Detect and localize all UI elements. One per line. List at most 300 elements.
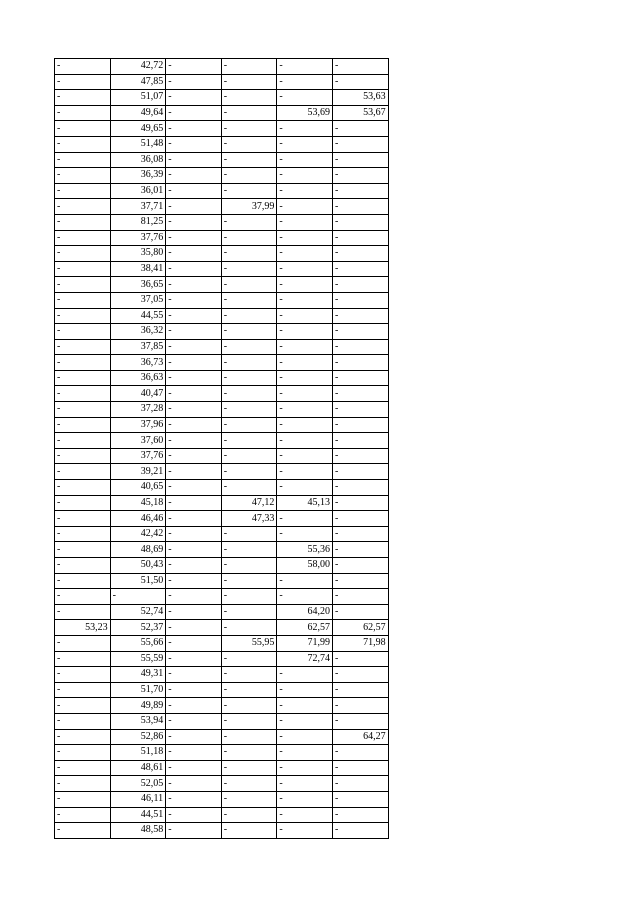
table-cell: - bbox=[166, 386, 222, 402]
table-cell: - bbox=[221, 402, 277, 418]
table-cell: - bbox=[221, 667, 277, 683]
table-cell: 37,99 bbox=[221, 199, 277, 215]
table-cell: - bbox=[332, 308, 388, 324]
table-cell: 52,74 bbox=[110, 604, 166, 620]
table-cell: 46,11 bbox=[110, 791, 166, 807]
table-cell: - bbox=[277, 168, 333, 184]
table-cell: 44,51 bbox=[110, 807, 166, 823]
table-cell: 38,41 bbox=[110, 261, 166, 277]
table-cell: - bbox=[332, 230, 388, 246]
table-cell: 72,74 bbox=[277, 651, 333, 667]
table-cell: 45,18 bbox=[110, 495, 166, 511]
table-cell: - bbox=[55, 324, 111, 340]
table-cell: - bbox=[221, 776, 277, 792]
table-cell: 52,05 bbox=[110, 776, 166, 792]
table-cell: 53,94 bbox=[110, 713, 166, 729]
table-cell: 37,71 bbox=[110, 199, 166, 215]
data-table bbox=[54, 58, 389, 839]
table-cell: - bbox=[221, 214, 277, 230]
table-cell: - bbox=[332, 59, 388, 75]
table-cell: - bbox=[277, 230, 333, 246]
table-cell: - bbox=[221, 324, 277, 340]
table-cell: - bbox=[332, 152, 388, 168]
table-cell: 53,63 bbox=[332, 90, 388, 106]
table-row bbox=[55, 573, 389, 589]
table-cell: - bbox=[166, 230, 222, 246]
table-cell: - bbox=[166, 417, 222, 433]
table-cell: - bbox=[332, 386, 388, 402]
table-cell: - bbox=[277, 713, 333, 729]
table-row bbox=[55, 246, 389, 262]
table-cell: - bbox=[332, 402, 388, 418]
table-cell: - bbox=[55, 199, 111, 215]
table-cell: - bbox=[277, 355, 333, 371]
table-cell: - bbox=[221, 760, 277, 776]
table-cell: - bbox=[166, 339, 222, 355]
table-cell: 64,20 bbox=[277, 604, 333, 620]
table-cell: - bbox=[55, 542, 111, 558]
table-row bbox=[55, 604, 389, 620]
table-cell: - bbox=[55, 667, 111, 683]
table-cell: - bbox=[166, 464, 222, 480]
table-cell: - bbox=[55, 417, 111, 433]
table-cell: - bbox=[332, 199, 388, 215]
table-cell: - bbox=[221, 90, 277, 106]
table-row bbox=[55, 791, 389, 807]
table-cell: - bbox=[277, 136, 333, 152]
table-cell: - bbox=[110, 589, 166, 605]
table-cell: 50,43 bbox=[110, 558, 166, 574]
table-row bbox=[55, 386, 389, 402]
table-row bbox=[55, 698, 389, 714]
table-cell: - bbox=[332, 713, 388, 729]
table-cell: - bbox=[332, 417, 388, 433]
table-cell: - bbox=[55, 495, 111, 511]
table-cell: - bbox=[332, 355, 388, 371]
table-cell: - bbox=[221, 277, 277, 293]
table-cell: - bbox=[277, 448, 333, 464]
table-cell: - bbox=[221, 386, 277, 402]
table-cell: - bbox=[277, 308, 333, 324]
table-cell: - bbox=[332, 589, 388, 605]
table-row bbox=[55, 277, 389, 293]
table-cell: - bbox=[166, 121, 222, 137]
table-row bbox=[55, 168, 389, 184]
table-row bbox=[55, 402, 389, 418]
table-cell: - bbox=[166, 448, 222, 464]
table-cell: 37,28 bbox=[110, 402, 166, 418]
table-cell: - bbox=[277, 246, 333, 262]
table-cell: 53,69 bbox=[277, 105, 333, 121]
table-cell: - bbox=[221, 339, 277, 355]
table-cell: - bbox=[221, 308, 277, 324]
table-cell: - bbox=[332, 246, 388, 262]
table-cell: 42,42 bbox=[110, 526, 166, 542]
table-cell: 48,61 bbox=[110, 760, 166, 776]
table-cell: - bbox=[277, 807, 333, 823]
table-cell: - bbox=[332, 667, 388, 683]
table-row bbox=[55, 105, 389, 121]
table-cell: - bbox=[332, 573, 388, 589]
table-row bbox=[55, 682, 389, 698]
table-cell: 55,66 bbox=[110, 635, 166, 651]
table-row bbox=[55, 59, 389, 75]
table-cell: - bbox=[221, 292, 277, 308]
table-cell: - bbox=[277, 667, 333, 683]
table-row bbox=[55, 292, 389, 308]
table-row bbox=[55, 480, 389, 496]
table-cell: - bbox=[277, 776, 333, 792]
table-row bbox=[55, 776, 389, 792]
table-cell: - bbox=[277, 480, 333, 496]
table-cell: - bbox=[332, 480, 388, 496]
table-row bbox=[55, 823, 389, 839]
table-cell: - bbox=[332, 370, 388, 386]
table-cell: - bbox=[166, 105, 222, 121]
table-cell: - bbox=[166, 573, 222, 589]
table-cell: - bbox=[55, 246, 111, 262]
table-cell: - bbox=[221, 433, 277, 449]
table-cell: - bbox=[166, 292, 222, 308]
table-row bbox=[55, 121, 389, 137]
table-row bbox=[55, 495, 389, 511]
table-cell: - bbox=[332, 698, 388, 714]
table-cell: 37,96 bbox=[110, 417, 166, 433]
table-cell: - bbox=[55, 760, 111, 776]
table-cell: - bbox=[277, 745, 333, 761]
table-row bbox=[55, 745, 389, 761]
table-cell: - bbox=[55, 635, 111, 651]
table-cell: 37,60 bbox=[110, 433, 166, 449]
table-cell: - bbox=[55, 573, 111, 589]
table-cell: - bbox=[221, 713, 277, 729]
table-row bbox=[55, 433, 389, 449]
table-cell: - bbox=[221, 729, 277, 745]
table-row bbox=[55, 417, 389, 433]
table-cell: - bbox=[166, 480, 222, 496]
table-cell: - bbox=[55, 791, 111, 807]
table-cell: - bbox=[277, 292, 333, 308]
table-cell: 49,64 bbox=[110, 105, 166, 121]
table-row bbox=[55, 620, 389, 636]
table-cell: - bbox=[332, 542, 388, 558]
table-cell: - bbox=[166, 495, 222, 511]
table-cell: 62,57 bbox=[277, 620, 333, 636]
table-cell: 36,01 bbox=[110, 183, 166, 199]
table-cell: - bbox=[55, 713, 111, 729]
table-cell: - bbox=[55, 59, 111, 75]
table-cell: - bbox=[55, 136, 111, 152]
table-cell: 36,65 bbox=[110, 277, 166, 293]
table-cell: - bbox=[277, 261, 333, 277]
table-cell: - bbox=[332, 558, 388, 574]
table-cell: 71,98 bbox=[332, 635, 388, 651]
table-cell: - bbox=[55, 168, 111, 184]
table-cell: - bbox=[55, 604, 111, 620]
table-row bbox=[55, 713, 389, 729]
table-cell: - bbox=[332, 511, 388, 527]
table-cell: - bbox=[332, 651, 388, 667]
table-cell: - bbox=[221, 480, 277, 496]
table-cell: - bbox=[166, 308, 222, 324]
table-cell: - bbox=[221, 246, 277, 262]
table-cell: - bbox=[277, 199, 333, 215]
table-cell: - bbox=[221, 152, 277, 168]
table-cell: 48,58 bbox=[110, 823, 166, 839]
table-cell: - bbox=[166, 651, 222, 667]
table-cell: - bbox=[332, 448, 388, 464]
table-cell: - bbox=[55, 214, 111, 230]
table-cell: - bbox=[166, 511, 222, 527]
table-cell: - bbox=[166, 776, 222, 792]
table-cell: - bbox=[55, 230, 111, 246]
table-cell: - bbox=[166, 433, 222, 449]
table-cell: - bbox=[166, 152, 222, 168]
table-cell: 35,80 bbox=[110, 246, 166, 262]
table-cell: - bbox=[332, 682, 388, 698]
table-cell: - bbox=[55, 402, 111, 418]
table-cell: 46,46 bbox=[110, 511, 166, 527]
table-row bbox=[55, 214, 389, 230]
table-row bbox=[55, 464, 389, 480]
table-cell: - bbox=[55, 745, 111, 761]
table-cell: - bbox=[55, 183, 111, 199]
table-cell: - bbox=[55, 386, 111, 402]
table-cell: - bbox=[55, 261, 111, 277]
table-cell: - bbox=[277, 74, 333, 90]
table-cell: - bbox=[277, 589, 333, 605]
table-cell: - bbox=[166, 620, 222, 636]
table-cell: 47,12 bbox=[221, 495, 277, 511]
table-row bbox=[55, 370, 389, 386]
table-cell: - bbox=[166, 791, 222, 807]
table-cell: - bbox=[55, 776, 111, 792]
table-cell: 36,63 bbox=[110, 370, 166, 386]
table-row bbox=[55, 74, 389, 90]
table-cell: - bbox=[332, 776, 388, 792]
table-cell: - bbox=[221, 526, 277, 542]
table-cell: - bbox=[332, 791, 388, 807]
table-row bbox=[55, 651, 389, 667]
table-cell: - bbox=[166, 277, 222, 293]
table-cell: 36,08 bbox=[110, 152, 166, 168]
table-cell: - bbox=[166, 136, 222, 152]
table-cell: 40,65 bbox=[110, 480, 166, 496]
table-row bbox=[55, 448, 389, 464]
table-cell: 49,89 bbox=[110, 698, 166, 714]
table-cell: - bbox=[277, 698, 333, 714]
table-cell: - bbox=[221, 542, 277, 558]
table-cell: - bbox=[332, 324, 388, 340]
table-cell: 51,70 bbox=[110, 682, 166, 698]
table-cell: - bbox=[221, 74, 277, 90]
table-cell: - bbox=[55, 308, 111, 324]
table-cell: - bbox=[166, 823, 222, 839]
table-cell: 47,85 bbox=[110, 74, 166, 90]
table-cell: - bbox=[166, 635, 222, 651]
table-cell: - bbox=[332, 277, 388, 293]
table-cell: 37,76 bbox=[110, 230, 166, 246]
table-cell: - bbox=[332, 760, 388, 776]
table-cell: - bbox=[277, 277, 333, 293]
table-cell: - bbox=[166, 713, 222, 729]
data-table-body bbox=[55, 59, 389, 839]
table-cell: 47,33 bbox=[221, 511, 277, 527]
table-cell: - bbox=[55, 121, 111, 137]
table-cell: - bbox=[221, 573, 277, 589]
table-cell: - bbox=[277, 526, 333, 542]
table-cell: - bbox=[166, 760, 222, 776]
table-row bbox=[55, 760, 389, 776]
table-cell: - bbox=[277, 682, 333, 698]
table-cell: 52,86 bbox=[110, 729, 166, 745]
table-cell: - bbox=[166, 246, 222, 262]
table-cell: - bbox=[221, 807, 277, 823]
table-cell: 51,07 bbox=[110, 90, 166, 106]
table-cell: 49,31 bbox=[110, 667, 166, 683]
table-cell: - bbox=[55, 511, 111, 527]
table-cell: - bbox=[332, 823, 388, 839]
table-cell: 45,13 bbox=[277, 495, 333, 511]
table-row bbox=[55, 558, 389, 574]
table-cell: - bbox=[277, 386, 333, 402]
table-cell: - bbox=[221, 448, 277, 464]
table-cell: 51,48 bbox=[110, 136, 166, 152]
table-cell: 51,18 bbox=[110, 745, 166, 761]
table-cell: - bbox=[221, 791, 277, 807]
table-cell: - bbox=[55, 355, 111, 371]
table-cell: - bbox=[277, 433, 333, 449]
table-cell: 44,55 bbox=[110, 308, 166, 324]
table-row bbox=[55, 152, 389, 168]
table-cell: - bbox=[221, 620, 277, 636]
table-cell: - bbox=[166, 542, 222, 558]
table-cell: - bbox=[277, 183, 333, 199]
table-cell: - bbox=[166, 324, 222, 340]
table-row bbox=[55, 339, 389, 355]
table-cell: - bbox=[55, 152, 111, 168]
table-cell: - bbox=[277, 464, 333, 480]
table-cell: - bbox=[277, 417, 333, 433]
table-cell: - bbox=[166, 682, 222, 698]
table-cell: - bbox=[55, 292, 111, 308]
table-cell: - bbox=[221, 698, 277, 714]
table-cell: 36,73 bbox=[110, 355, 166, 371]
table-row bbox=[55, 526, 389, 542]
table-cell: - bbox=[55, 823, 111, 839]
table-row bbox=[55, 230, 389, 246]
table-cell: - bbox=[277, 729, 333, 745]
table-cell: - bbox=[332, 261, 388, 277]
table-cell: - bbox=[277, 152, 333, 168]
table-cell: 58,00 bbox=[277, 558, 333, 574]
table-cell: - bbox=[221, 558, 277, 574]
table-cell: - bbox=[332, 292, 388, 308]
table-cell: - bbox=[277, 90, 333, 106]
table-cell: 48,69 bbox=[110, 542, 166, 558]
table-row bbox=[55, 511, 389, 527]
table-cell: 55,95 bbox=[221, 635, 277, 651]
table-cell: - bbox=[55, 105, 111, 121]
table-cell: - bbox=[166, 59, 222, 75]
table-cell: - bbox=[55, 526, 111, 542]
table-cell: 55,36 bbox=[277, 542, 333, 558]
table-cell: - bbox=[55, 651, 111, 667]
table-cell: - bbox=[277, 370, 333, 386]
table-cell: 55,59 bbox=[110, 651, 166, 667]
table-cell: - bbox=[166, 214, 222, 230]
table-cell: - bbox=[221, 464, 277, 480]
table-cell: - bbox=[332, 168, 388, 184]
table-cell: - bbox=[166, 370, 222, 386]
table-cell: - bbox=[332, 745, 388, 761]
table-cell: - bbox=[332, 464, 388, 480]
table-cell: - bbox=[221, 745, 277, 761]
table-cell: - bbox=[221, 651, 277, 667]
table-cell: - bbox=[332, 339, 388, 355]
table-cell: - bbox=[221, 230, 277, 246]
table-cell: - bbox=[277, 121, 333, 137]
table-cell: - bbox=[55, 74, 111, 90]
table-cell: 53,23 bbox=[55, 620, 111, 636]
table-cell: 49,65 bbox=[110, 121, 166, 137]
table-cell: - bbox=[332, 495, 388, 511]
table-cell: - bbox=[221, 370, 277, 386]
table-cell: - bbox=[221, 823, 277, 839]
table-cell: - bbox=[166, 168, 222, 184]
table-row bbox=[55, 807, 389, 823]
table-cell: - bbox=[221, 168, 277, 184]
table-cell: - bbox=[277, 573, 333, 589]
table-cell: - bbox=[332, 807, 388, 823]
table-cell: - bbox=[166, 604, 222, 620]
table-cell: - bbox=[221, 589, 277, 605]
table-cell: 39,21 bbox=[110, 464, 166, 480]
table-cell: - bbox=[277, 402, 333, 418]
table-cell: - bbox=[221, 417, 277, 433]
table-cell: - bbox=[221, 261, 277, 277]
table-cell: - bbox=[55, 277, 111, 293]
table-cell: - bbox=[277, 214, 333, 230]
table-cell: - bbox=[55, 558, 111, 574]
table-cell: - bbox=[277, 339, 333, 355]
table-cell: - bbox=[332, 183, 388, 199]
table-cell: - bbox=[166, 199, 222, 215]
table-row bbox=[55, 542, 389, 558]
table-cell: 40,47 bbox=[110, 386, 166, 402]
table-cell: - bbox=[221, 121, 277, 137]
table-cell: 36,32 bbox=[110, 324, 166, 340]
table-cell: 81,25 bbox=[110, 214, 166, 230]
table-cell: - bbox=[55, 480, 111, 496]
table-cell: - bbox=[332, 121, 388, 137]
table-cell: - bbox=[166, 183, 222, 199]
table-cell: - bbox=[55, 682, 111, 698]
table-cell: - bbox=[55, 464, 111, 480]
table-row bbox=[55, 589, 389, 605]
table-cell: 53,67 bbox=[332, 105, 388, 121]
table-cell: - bbox=[332, 526, 388, 542]
table-cell: - bbox=[221, 355, 277, 371]
table-cell: - bbox=[166, 74, 222, 90]
table-cell: - bbox=[166, 698, 222, 714]
table-cell: 37,05 bbox=[110, 292, 166, 308]
table-cell: 52,37 bbox=[110, 620, 166, 636]
table-cell: - bbox=[55, 433, 111, 449]
table-cell: - bbox=[221, 604, 277, 620]
table-cell: - bbox=[166, 402, 222, 418]
table-row bbox=[55, 199, 389, 215]
